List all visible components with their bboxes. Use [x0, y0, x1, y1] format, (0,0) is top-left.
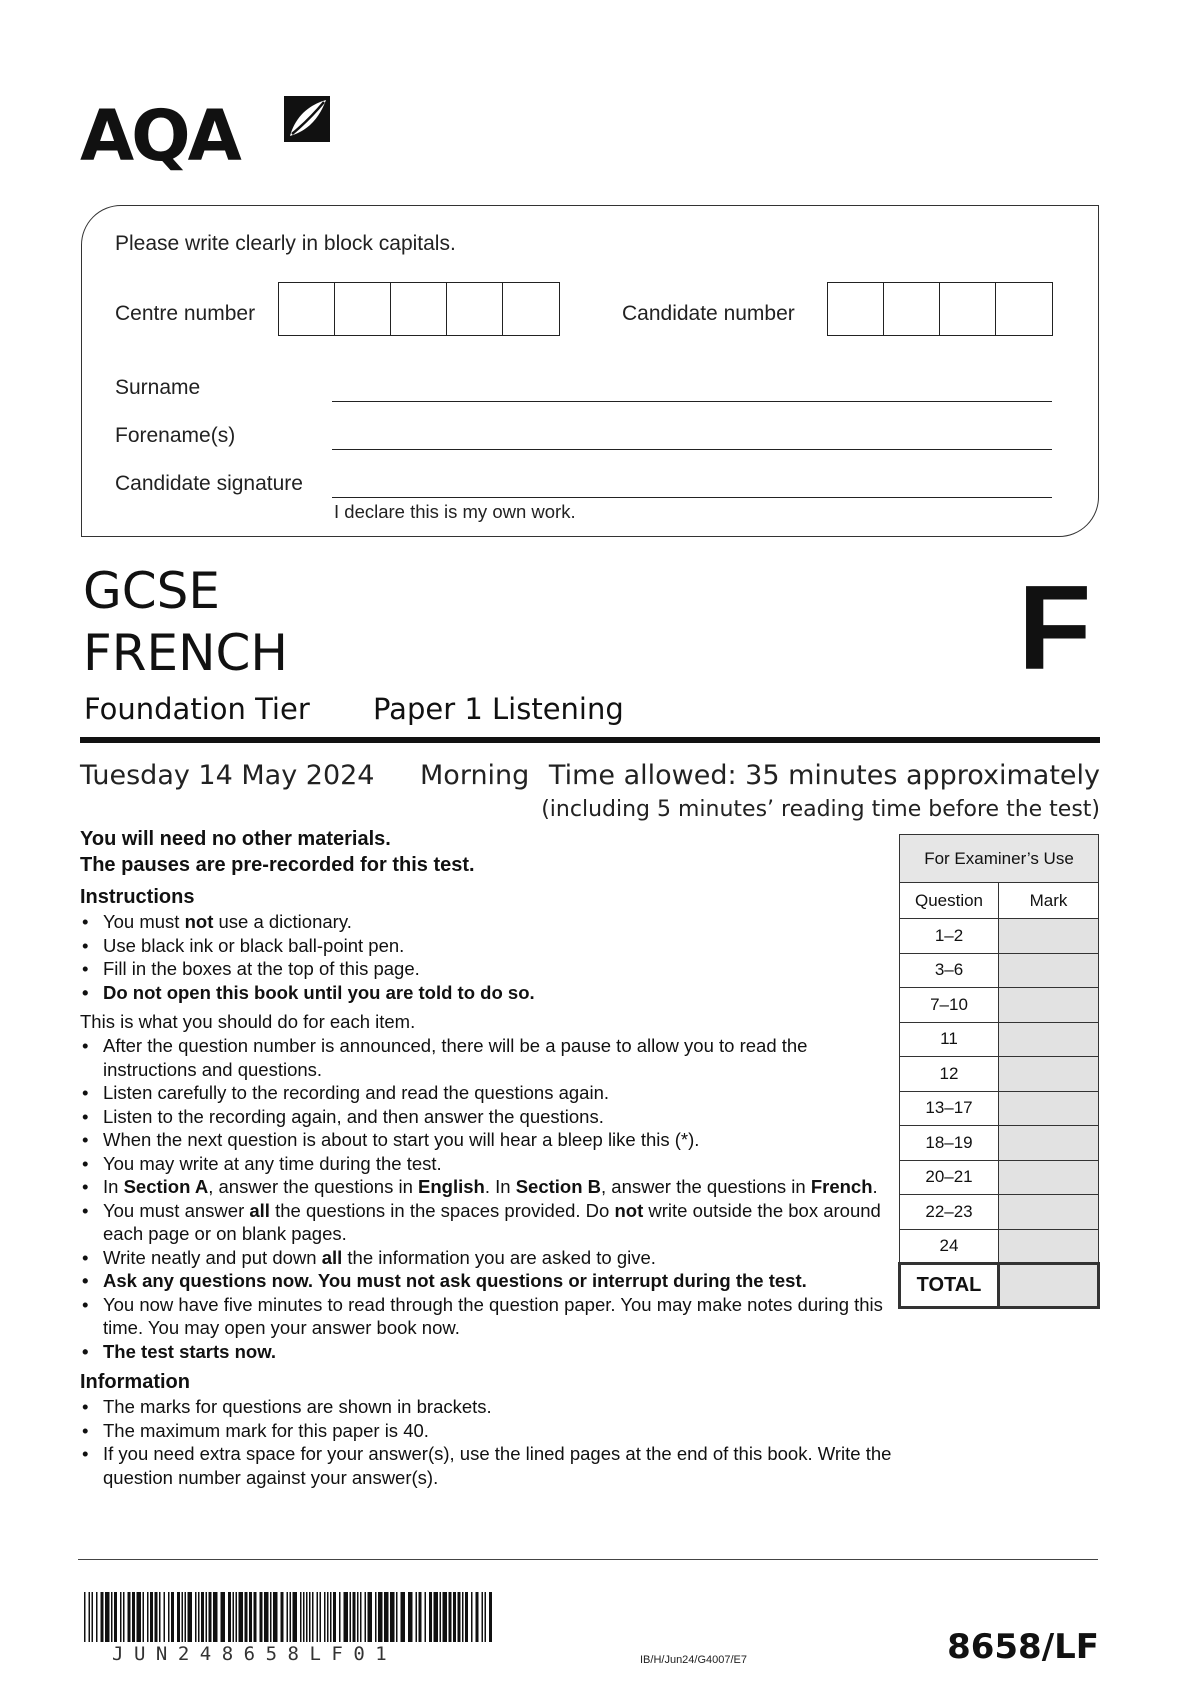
barcode-bar — [147, 1592, 149, 1642]
instructions-heading: Instructions — [80, 886, 195, 908]
list-item: • You may write at any time during the test. — [80, 1152, 900, 1176]
signature-label: Candidate signature — [115, 472, 303, 495]
logo-leaf-icon — [276, 92, 334, 150]
barcode-bar — [303, 1592, 305, 1642]
mark-cell[interactable] — [999, 1022, 1099, 1057]
document-reference: IB/H/Jun24/G4007/E7 — [640, 1654, 748, 1666]
barcode-bar — [401, 1592, 406, 1642]
barcode-bar — [168, 1592, 170, 1642]
barcode-bar — [164, 1592, 166, 1642]
barcode-bar — [209, 1592, 212, 1642]
materials-note: You will need no other materials. — [80, 828, 391, 850]
tier-label: Foundation Tier — [84, 692, 310, 726]
barcode-bar — [293, 1592, 298, 1642]
mark-cell[interactable] — [999, 953, 1099, 988]
barcode-bar — [264, 1592, 269, 1642]
candidate-number-label: Candidate number — [622, 302, 795, 325]
barcode-bar — [84, 1592, 86, 1642]
barcode-bar — [221, 1592, 226, 1642]
barcode-bar — [290, 1592, 292, 1642]
barcode-bar — [396, 1592, 398, 1642]
barcode-bar — [111, 1592, 113, 1642]
barcode — [84, 1592, 494, 1642]
barcode-bar — [233, 1592, 235, 1642]
forename-label: Forename(s) — [115, 424, 236, 447]
paper-label: Paper 1 Listening — [373, 692, 624, 726]
barcode-bar — [137, 1592, 142, 1642]
question-cell: 7–10 — [900, 988, 999, 1023]
barcode-bar — [408, 1592, 413, 1642]
question-cell: 22–23 — [900, 1195, 999, 1230]
question-cell: 11 — [900, 1022, 999, 1057]
barcode-bar — [476, 1592, 479, 1642]
barcode-bar — [333, 1592, 336, 1642]
barcode-bar — [228, 1592, 231, 1642]
barcode-bar — [281, 1592, 284, 1642]
barcode-bar — [375, 1592, 377, 1642]
barcode-bar — [419, 1592, 422, 1642]
block-capitals-instruction: Please write clearly in block capitals. — [115, 232, 456, 255]
barcode-bar — [105, 1592, 110, 1642]
total-row — [900, 1264, 1099, 1308]
candidate-digit-box[interactable] — [884, 283, 940, 335]
footer-divider — [78, 1559, 1098, 1560]
question-cell: 1–2 — [900, 919, 999, 954]
barcode-bar — [339, 1592, 341, 1642]
signature-line[interactable] — [332, 497, 1052, 498]
barcode-bar — [120, 1592, 122, 1642]
subject-title: FRENCH — [83, 624, 289, 682]
list-item: • You must answer all the questions in the spaces provided. Do not write outside the box around each page or on blank pages. — [80, 1199, 900, 1246]
barcode-bar — [132, 1592, 135, 1642]
total-mark-cell[interactable] — [999, 1264, 1099, 1308]
barcode-bar — [368, 1592, 373, 1642]
barcode-bar — [150, 1592, 153, 1642]
candidate-number-boxes[interactable] — [827, 282, 1053, 336]
centre-digit-box[interactable] — [391, 283, 447, 335]
examiner-use-table — [898, 834, 1100, 1309]
mark-cell[interactable] — [999, 1160, 1099, 1195]
mark-cell[interactable] — [999, 1057, 1099, 1092]
barcode-bar — [182, 1592, 184, 1642]
barcode-bar — [245, 1592, 248, 1642]
tier-letter: F — [1018, 561, 1092, 695]
question-cell: 3–6 — [900, 953, 999, 988]
barcode-bar — [485, 1592, 487, 1642]
barcode-bar — [360, 1592, 362, 1642]
barcode-bar — [440, 1592, 442, 1642]
barcode-bar — [462, 1592, 464, 1642]
list-item: • The test starts now. — [80, 1340, 900, 1364]
barcode-bar — [159, 1592, 161, 1642]
barcode-bar — [92, 1592, 94, 1642]
list-item: • Listen to the recording again, and then answer the questions. — [80, 1105, 900, 1129]
title-divider — [80, 737, 1100, 743]
barcode-bar — [429, 1592, 432, 1642]
barcode-bar — [128, 1592, 131, 1642]
question-cell: 20–21 — [900, 1160, 999, 1195]
barcode-bar — [155, 1592, 158, 1642]
list-item: • Fill in the boxes at the top of this page. — [80, 957, 900, 981]
barcode-bar — [416, 1592, 418, 1642]
centre-number-label: Centre number — [115, 302, 256, 325]
list-item: • The maximum mark for this paper is 40. — [80, 1419, 900, 1443]
forename-line[interactable] — [332, 449, 1052, 450]
question-cell: 24 — [900, 1229, 999, 1264]
mark-cell[interactable] — [999, 1091, 1099, 1126]
list-item: • When the next question is about to start you will hear a bleep like this (*). — [80, 1128, 900, 1152]
table-row — [900, 1229, 1099, 1264]
mark-cell[interactable] — [999, 1195, 1099, 1230]
centre-digit-box[interactable] — [503, 283, 559, 335]
barcode-bar — [185, 1592, 187, 1642]
information-list — [80, 1395, 900, 1489]
centre-digit-box[interactable] — [335, 283, 391, 335]
table-row — [900, 1057, 1099, 1092]
barcode-bar — [254, 1592, 257, 1642]
centre-digit-box[interactable] — [279, 283, 335, 335]
barcode-bar — [482, 1592, 484, 1642]
list-item: • Use black ink or black ball-point pen. — [80, 934, 900, 958]
barcode-bar — [101, 1592, 104, 1642]
table-row — [900, 1160, 1099, 1195]
total-label: TOTAL — [900, 1264, 999, 1308]
barcode-bar — [489, 1592, 492, 1642]
list-item: • The marks for questions are shown in brackets. — [80, 1395, 900, 1419]
barcode-bar — [317, 1592, 319, 1642]
barcode-bar — [123, 1592, 125, 1642]
barcode-bar — [300, 1592, 302, 1642]
list-item: • If you need extra space for your answer(s), use the lined pages at the end of this book. Write the question number against your answer(s). — [80, 1442, 900, 1489]
barcode-bar — [249, 1592, 252, 1642]
barcode-bar — [425, 1592, 427, 1642]
barcode-bar — [390, 1592, 395, 1642]
list-item: • You must not use a dictionary. — [80, 910, 900, 934]
declaration-text: I declare this is my own work. — [334, 501, 576, 522]
barcode-bar — [198, 1592, 200, 1642]
barcode-bar — [309, 1592, 311, 1642]
barcode-bar — [270, 1592, 272, 1642]
barcode-bar — [357, 1592, 359, 1642]
candidate-details-box — [81, 205, 1099, 537]
surname-line[interactable] — [332, 401, 1052, 402]
examiner-table-title: For Examiner’s Use — [900, 835, 1099, 883]
candidate-digit-box[interactable] — [996, 283, 1052, 335]
barcode-bar — [114, 1592, 117, 1642]
time-allowed-note: (including 5 minutes’ reading time before the test) — [541, 797, 1100, 822]
barcode-bar — [320, 1592, 322, 1642]
barcode-bar — [306, 1592, 308, 1642]
list-item: • Write neatly and put down all the information you are asked to give. — [80, 1246, 900, 1270]
barcode-bar — [471, 1592, 473, 1642]
surname-label: Surname — [115, 376, 201, 399]
mark-column-header: Mark — [999, 883, 1099, 919]
centre-number-boxes[interactable] — [278, 282, 560, 336]
list-item: • You now have five minutes to read through the question paper. You may make notes during this time. You may open your answer book now. — [80, 1293, 900, 1340]
qualification-title: GCSE — [83, 562, 220, 620]
barcode-bar — [213, 1592, 218, 1642]
table-row — [900, 919, 1099, 954]
question-cell: 12 — [900, 1057, 999, 1092]
barcode-bar — [350, 1592, 352, 1642]
barcode-text: JUN248658LF01 — [112, 1643, 398, 1665]
list-item: • In Section A, answer the questions in English. In Section B, answer the questions in French. — [80, 1175, 900, 1199]
logo-wordmark: AQA — [80, 95, 239, 177]
pauses-note: The pauses are pre-recorded for this test. — [80, 854, 475, 876]
barcode-bar — [353, 1592, 356, 1642]
barcode-bar — [312, 1592, 314, 1642]
aqa-logo — [80, 88, 340, 184]
table-row — [900, 1091, 1099, 1126]
list-item: • Listen carefully to the recording and read the questions again. — [80, 1081, 900, 1105]
barcode-bar — [273, 1592, 278, 1642]
barcode-bar — [453, 1592, 456, 1642]
list-item: • Do not open this book until you are told to do so. — [80, 981, 900, 1005]
mark-cell[interactable] — [999, 1229, 1099, 1264]
exam-date: Tuesday 14 May 2024 — [80, 760, 375, 791]
table-row — [900, 1126, 1099, 1161]
barcode-bar — [171, 1592, 174, 1642]
time-allowed: Time allowed: 35 minutes approximately — [548, 760, 1100, 791]
instructions-list — [80, 910, 900, 1004]
barcode-bar — [327, 1592, 329, 1642]
barcode-bar — [177, 1592, 180, 1642]
barcode-bar — [384, 1592, 389, 1642]
question-cell: 13–17 — [900, 1091, 999, 1126]
barcode-bar — [195, 1592, 197, 1642]
barcode-bar — [449, 1592, 452, 1642]
list-item: • Ask any questions now. You must not ask questions or interrupt during the test. — [80, 1269, 900, 1293]
question-cell: 18–19 — [900, 1126, 999, 1161]
table-row — [900, 988, 1099, 1023]
barcode-bar — [330, 1592, 332, 1642]
barcode-bar — [206, 1592, 208, 1642]
barcode-bar — [443, 1592, 448, 1642]
mark-cell[interactable] — [999, 919, 1099, 954]
barcode-bar — [236, 1592, 238, 1642]
barcode-bar — [239, 1592, 244, 1642]
barcode-bar — [96, 1592, 98, 1642]
barcode-bar — [434, 1592, 439, 1642]
list-item: • After the question number is announced, there will be a pause to allow you to read the instructions and questions. — [80, 1034, 900, 1081]
candidate-digit-box[interactable] — [940, 283, 996, 335]
table-row — [900, 1195, 1099, 1230]
centre-digit-box[interactable] — [447, 283, 503, 335]
barcode-bar — [143, 1592, 145, 1642]
each-item-intro: This is what you should do for each item. — [80, 1011, 416, 1032]
barcode-bar — [465, 1592, 468, 1642]
barcode-bar — [365, 1592, 367, 1642]
barcode-bar — [344, 1592, 349, 1642]
table-row — [900, 1022, 1099, 1057]
table-row — [900, 953, 1099, 988]
barcode-bar — [378, 1592, 383, 1642]
item-steps-list — [80, 1034, 900, 1363]
paper-code: 8658/LF — [947, 1627, 1099, 1667]
instructions-panel — [80, 826, 900, 1489]
barcode-bar — [458, 1592, 461, 1642]
exam-session: Morning — [420, 760, 530, 791]
barcode-bar — [324, 1592, 326, 1642]
mark-cell[interactable] — [999, 988, 1099, 1023]
barcode-bar — [260, 1592, 263, 1642]
information-heading: Information — [80, 1371, 190, 1393]
mark-cell[interactable] — [999, 1126, 1099, 1161]
barcode-bar — [89, 1592, 91, 1642]
barcode-bar — [188, 1592, 193, 1642]
barcode-bar — [201, 1592, 204, 1642]
candidate-digit-box[interactable] — [828, 283, 884, 335]
barcode-bar — [287, 1592, 289, 1642]
question-column-header: Question — [900, 883, 999, 919]
